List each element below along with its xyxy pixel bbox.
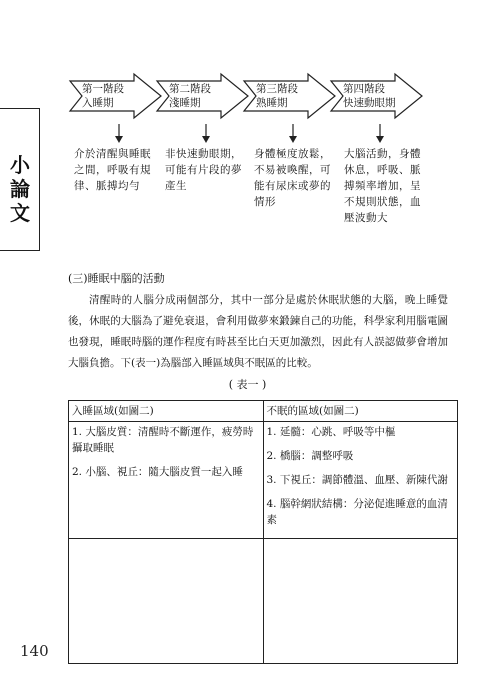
table-caption: ( 表一 ) [228, 378, 267, 391]
list-item: 3. 下視丘：調節體溫、血壓、新陳代謝 [266, 474, 448, 486]
stage-2-description: 非快速動眼期，可能有片段的夢產生 [165, 148, 242, 192]
list-item: 4. 腦幹網狀結構：分泌促進睡意的血清素 [266, 498, 448, 526]
list-item: 1. 大腦皮質：清醒時不斷運作，疲勞時攝取睡眠 [72, 426, 254, 454]
down-arrow-icon [113, 124, 125, 144]
awake-areas-cell [263, 422, 458, 539]
empty-cell [69, 539, 264, 664]
stage-4-description: 大腦活動，身體休息，呼吸、脈搏頻率增加，呈不規則狀態，血壓波動大 [344, 148, 421, 224]
list-item: 1. 延髓：心跳、呼吸等中樞 [266, 426, 396, 438]
list-item: 2. 橋腦：調整呼吸 [266, 450, 354, 462]
table-row [69, 539, 458, 664]
stage-4-label: 第四階段 快速動眼期 [343, 83, 396, 109]
stage-1-description: 介於清醒與睡眠之間，呼吸有規律、脈搏均勻 [74, 148, 151, 192]
table-header-awake-areas: 不眠的區域(如圖二) [263, 401, 458, 422]
stage-1-arrow [68, 72, 163, 120]
sleep-areas-cell [69, 422, 264, 539]
table-header-row [69, 401, 458, 422]
stage-4-arrow [329, 72, 424, 120]
stage-1-label: 第一階段 入睡期 [82, 83, 124, 109]
section-heading: (三)睡眠中腦的活動 [68, 272, 165, 285]
stage-3-label: 第三階段 熟睡期 [256, 83, 298, 109]
down-arrow-icon [200, 124, 212, 144]
table-header-sleep-areas: 入睡區域(如圖二) [69, 401, 264, 422]
down-arrow-icon [287, 124, 299, 144]
stage-3-description: 身體極度放鬆，不易被喚醒，可能有尿床或夢的情形 [254, 148, 331, 208]
side-tab-label: 小 論 文 [10, 153, 30, 225]
comparison-table [68, 400, 458, 664]
stage-3-arrow [242, 72, 337, 120]
list-item: 2. 小腦、視丘：隨大腦皮質一起入睡 [72, 466, 243, 478]
stage-2-label: 第二階段 淺睡期 [169, 83, 211, 109]
side-tab [0, 108, 40, 251]
empty-cell [263, 539, 458, 664]
stage-2-arrow [155, 72, 250, 120]
page-number: 140 [20, 642, 49, 660]
table-row [69, 422, 458, 539]
down-arrow-icon [374, 124, 386, 144]
body-paragraph: 清醒時的人腦分成兩個部分，其中一部分是處於休眠狀態的大腦，晚上睡覺後，休眠的大腦為了避免衰退，會利用做夢來鍛鍊自己的功能，科學家利用腦電圖也發現，睡眠時腦的運作程度有時甚至比白天更加激烈，因此有人誤認做夢會增加大腦負擔。下(表一)為腦部入睡區域與不眠區的比較。 [68, 294, 448, 369]
